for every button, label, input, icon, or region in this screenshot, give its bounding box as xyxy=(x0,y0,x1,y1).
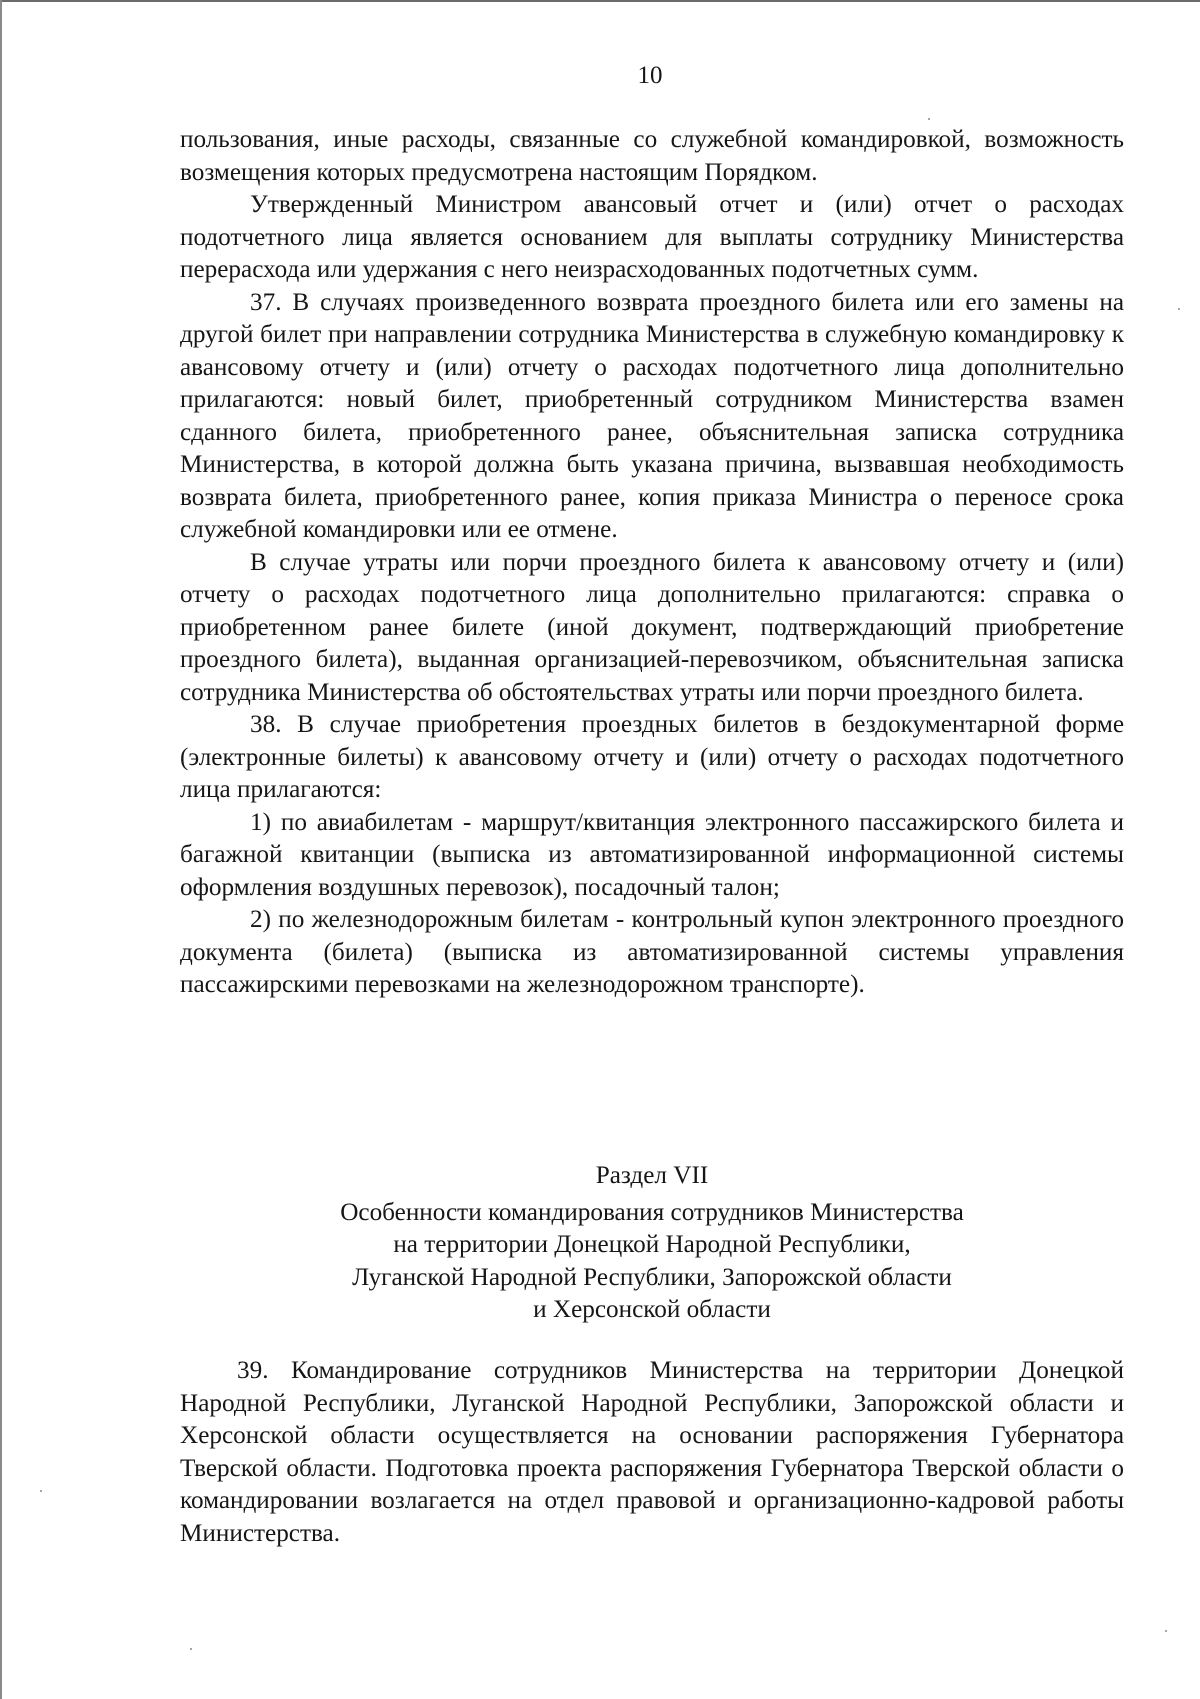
section-heading xyxy=(180,1160,1124,1327)
section-label: Раздел VII xyxy=(595,1162,709,1189)
scan-speck xyxy=(40,1490,42,1492)
paragraph: Утвержденный Министром авансовый отчет и (или) отчет о расходах подотчетного лица является основанием для выплаты сотруднику Министерства перерасхода или удержания с него неизрасходованных подотчетных сумм. xyxy=(180,191,1124,283)
page-number: 10 xyxy=(637,62,663,89)
section-body xyxy=(180,1355,1124,1550)
scan-speck xyxy=(190,1648,192,1650)
scan-edge-top xyxy=(0,0,1200,2)
scan-speck xyxy=(1165,1630,1167,1632)
subitem-1: 1) по авиабилетам - маршрут/квитанция электронного пассажирского билета и багажной квитанции (выписка из автоматизированной информационной системы оформления воздушных перевозок), посадочный талон; xyxy=(180,808,1124,901)
paragraph: В случае утраты или порчи проездного билета к авансовому отчету и (или) отчету о расходах подотчетного лица дополнительно прилагаются: справка о приобретенном ранее билете (иной документ, подтверждающий приобретение проездного билета), выданная организацией-перевозчиком, объяснительная записка сотрудника Министерства об обстоятельствах утраты или порчи проездного билета. xyxy=(180,548,1124,706)
subitem-2: 2) по железнодорожным билетам - контрольный купон электронного проездного документа (билета) (выписка из автоматизированной системы управления пассажирскими перевозками на железнодорожном транспорте). xyxy=(180,906,1124,998)
paragraph-item-37: 37. В случаях произведенного возврата проездного билета или его замены на другой билет при направлении сотрудника Министерства в служебную командировку к авансовому отчету и (или) отчету о расходах подотчетного лица дополнительно прилагаются: новый билет, приобретенный сотрудником Министерства взамен сданного билета, приобретенного ранее, объяснительная записка сотрудника Министерства, в которой должна быть указана причина, вызвавшая необходимость возврата билета, приобретенного ранее, копия приказа Министра о переносе срока служебной командировки или ее отмене. xyxy=(180,288,1124,543)
section-title-line: Особенности командирования сотрудников Министерства xyxy=(340,1198,964,1226)
section-title-line: на территории Донецкой Народной Республики, xyxy=(393,1231,911,1258)
scan-speck xyxy=(928,118,930,120)
paragraph-item-38: 38. В случае приобретения проездных билетов в бездокументарной форме (электронные билеты) к авансовому отчету и (или) отчету о расходах подотчетного лица прилагаются: xyxy=(180,711,1124,803)
scan-speck xyxy=(1178,308,1180,310)
section-title-line: и Херсонской области xyxy=(533,1296,771,1323)
body-text xyxy=(180,124,1124,1002)
section-title-line: Луганской Народной Республики, Запорожской области xyxy=(352,1263,952,1291)
paragraph: пользования, иные расходы, связанные со служебной командировкой, возможность возмещения которых предусмотрена настоящим Порядком. xyxy=(180,126,1124,186)
scan-edge-left xyxy=(0,0,2,1699)
paragraph-item-39: 39. Командирование сотрудников Министерства на территории Донецкой Народной Республики, Луганской Народной Республики, Запорожской области и Херсонской области осуществляется на основании распоряжения Губернатора Тверской области. Подготовка проекта распоряжения Губернатора Тверской области о командировании возлагается на отдел правовой и организационно-кадровой работы Министерства. xyxy=(180,1357,1124,1547)
